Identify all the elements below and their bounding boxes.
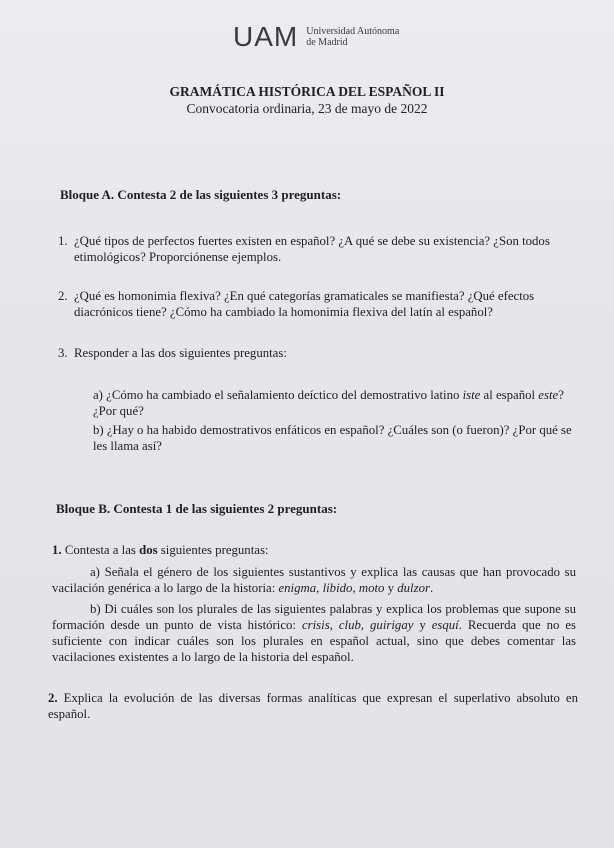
question-number: 1. <box>52 543 62 557</box>
question-number: 2. <box>58 289 68 303</box>
block-a-question-1 <box>58 233 568 265</box>
question-number: 3. <box>58 346 68 360</box>
logo-mark: UAM <box>233 21 299 52</box>
block-b-question-1a: a) Señala el género de los siguientes sustantivos y explica las causas que han provocado su vacilación genérica a lo largo de la historia: enigma, libido, moto y dulzor. <box>52 565 576 595</box>
block-a-question-3 <box>58 345 558 361</box>
uam-logo <box>233 20 399 54</box>
exam-title: GRAMÁTICA HISTÓRICA DEL ESPAÑOL II <box>169 84 445 99</box>
block-a-question-2 <box>58 288 573 320</box>
block-b-question-1b: b) Di cuáles son los plurales de las siguientes palabras y explica los problemas que supone su formación desde un punto de vista histórico: crisis, club, guirigay y esquí. Recuerda que no es suficiente con indicar cuáles son los plurales en español actual, sino que debes comentar las vacilaciones existentes a lo largo de la historia del español. <box>52 602 576 664</box>
exam-subtitle: Convocatoria ordinaria, 23 de mayo de 2022 <box>186 101 428 116</box>
question-text: Responder a las dos siguientes preguntas: <box>74 346 287 360</box>
logo-line1: Universidad Autónoma <box>306 26 400 37</box>
question-text: ¿Qué tipos de perfectos fuertes existen en español? ¿A qué se debe su existencia? ¿Son todos etimológicos? Proporciónense ejemplos. <box>74 234 550 264</box>
logo-text <box>306 26 399 48</box>
word-iste: iste <box>462 388 481 402</box>
word-este: este <box>538 388 559 402</box>
block-a-title: Bloque A. Contesta 2 de las siguientes 3 preguntas: <box>60 187 342 202</box>
block-b-title: Bloque B. Contesta 1 de las siguientes 2 preguntas: <box>56 501 338 516</box>
question-number: 2. <box>48 691 58 705</box>
block-b-question-1-lead: 1. Contesta a las dos siguientes preguntas: <box>52 543 269 557</box>
block-a-question-3b: b) ¿Hay o ha habido demostrativos enfáticos en español? ¿Cuáles son (o fueron)? ¿Por qué se les llama así? <box>93 423 572 453</box>
block-b-question-2 <box>48 690 578 722</box>
question-number: 1. <box>58 234 68 248</box>
question-text: ¿Qué es homonimia flexiva? ¿En qué categorías gramaticales se manifiesta? ¿Qué efectos diacrónicos tiene? ¿Cómo ha cambiado la homonimia flexiva del latín al español? <box>74 289 535 319</box>
logo-line2: de Madrid <box>306 37 348 48</box>
question-text: Explica la evolución de las diversas formas analíticas que expresan el superlativo absoluto en español. <box>48 691 579 721</box>
block-a-question-3a: a) ¿Cómo ha cambiado el señalamiento deíctico del demostrativo latino iste al español este? ¿Por qué? <box>93 388 564 418</box>
